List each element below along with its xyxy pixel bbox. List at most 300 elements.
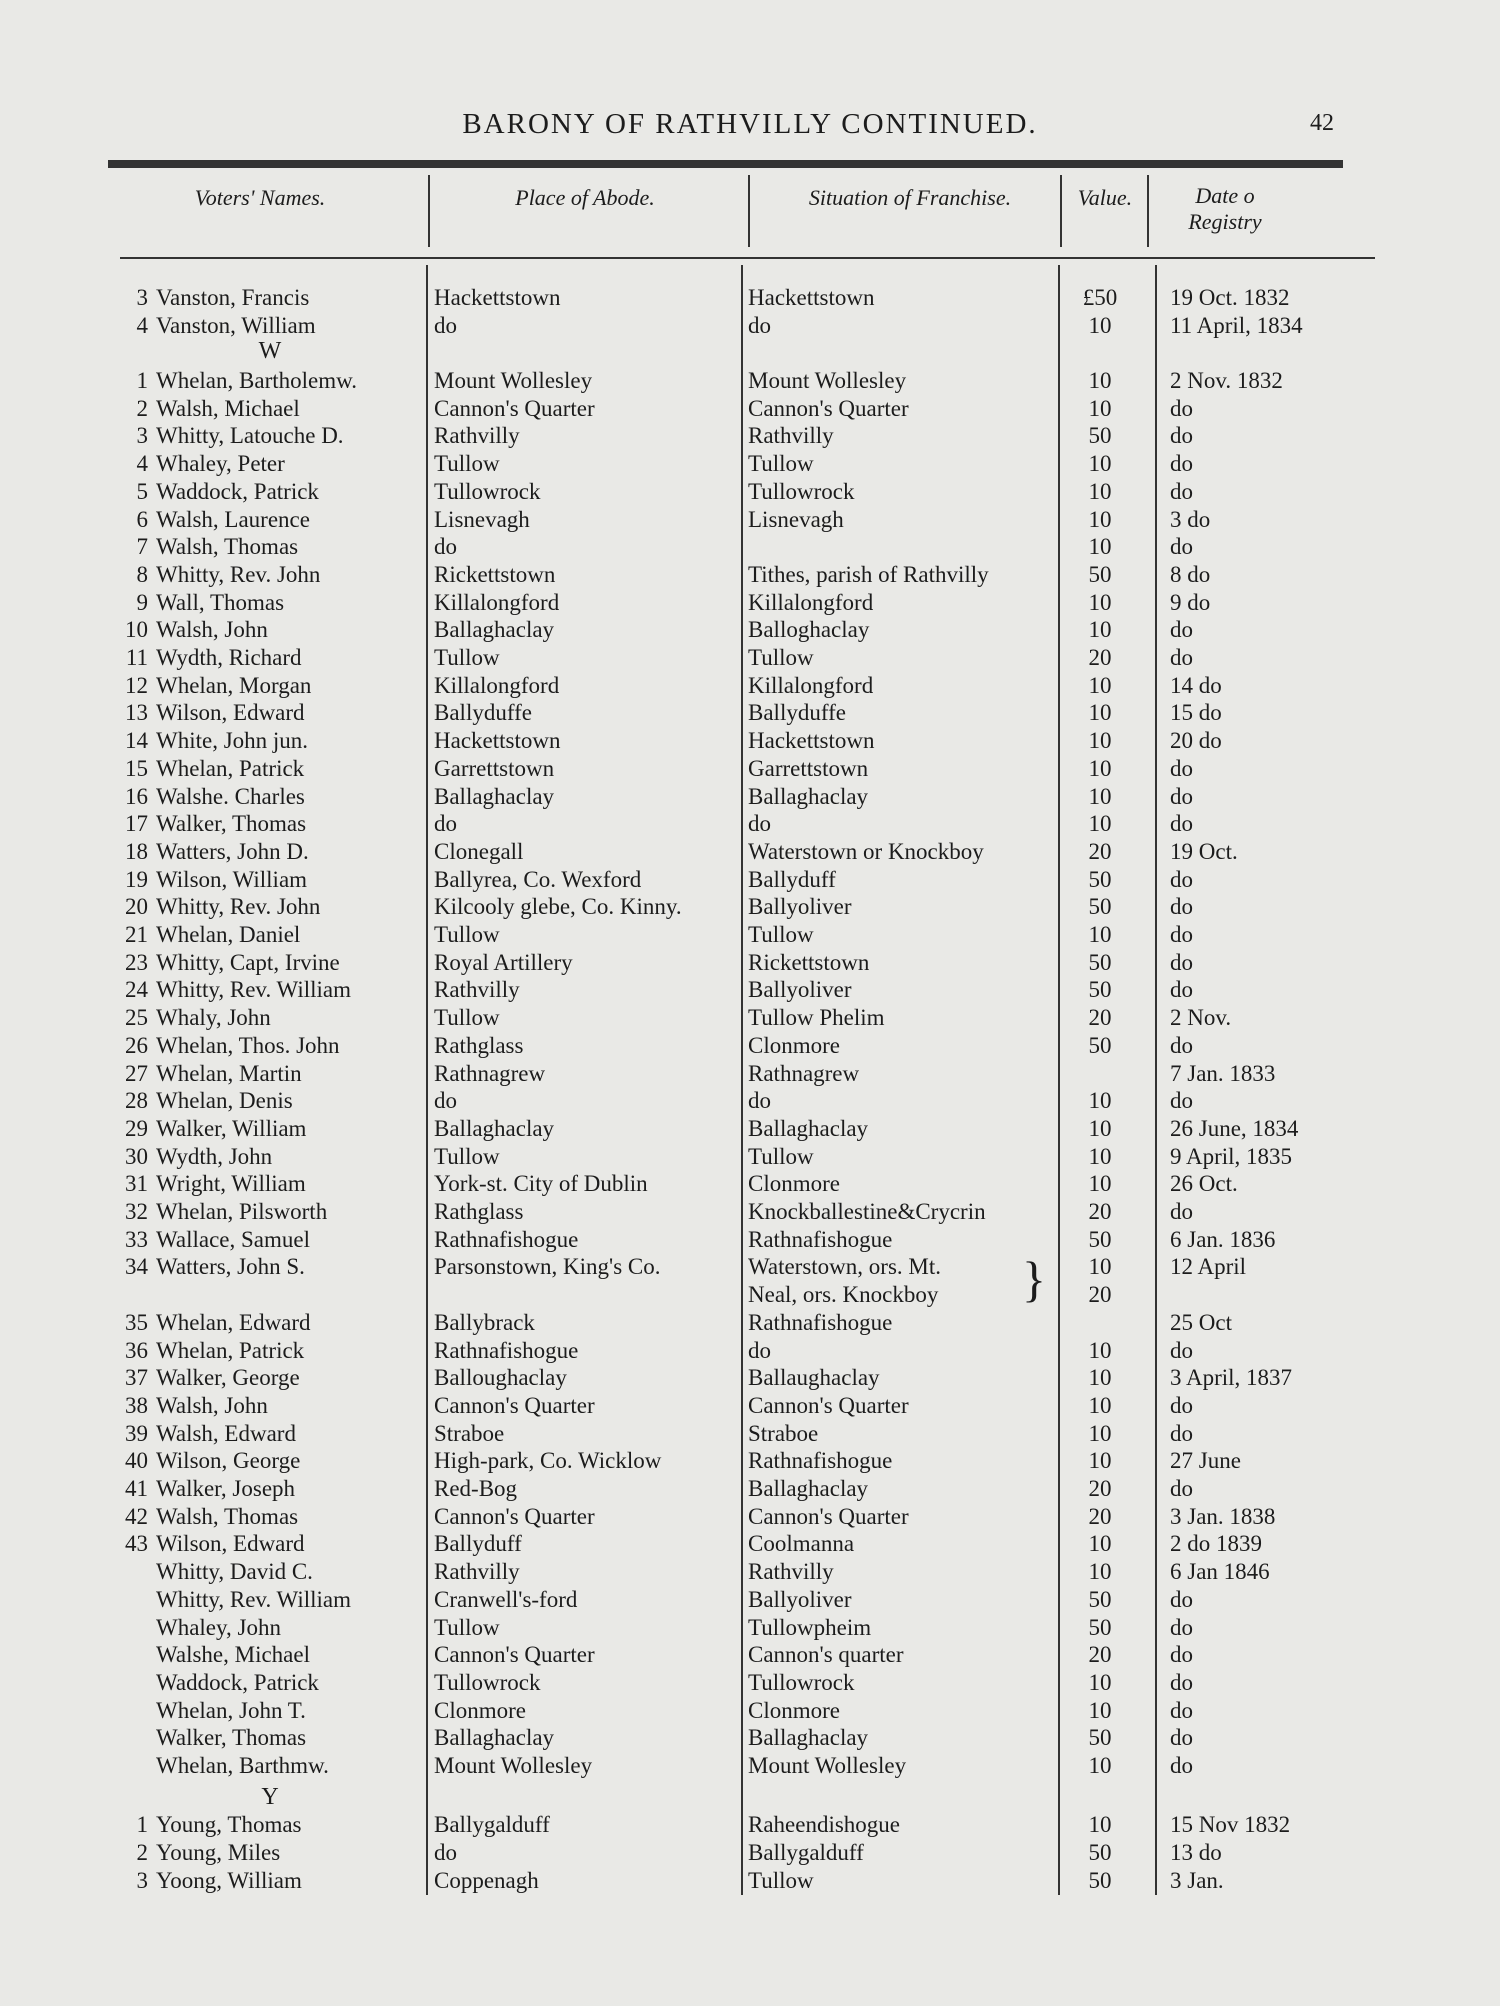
cell-date: do [1170,1032,1193,1058]
cell-place: Rickettstown [434,561,556,587]
table-row [0,1254,1500,1282]
cell-place: Tullow [434,1143,500,1169]
cell-num: 34 [125,1254,148,1280]
table-row [0,1005,1500,1033]
cell-date: 15 do [1170,700,1222,726]
cell-name: Yoong, William [156,1868,302,1893]
cell-name: Wilson, George [156,1448,301,1474]
cell-name: Walker, George [156,1365,300,1391]
cell-value: 10 [1088,1531,1112,1557]
cell-num: 39 [125,1420,148,1446]
column-header-date [1155,183,1295,235]
cell-date: do [1170,811,1193,837]
cell-situation: Ballaghaclay [748,783,869,809]
cell-value: £50 [1082,285,1118,310]
cell-place: Hackettstown [434,728,561,754]
cell-situation: Ballyoliver [748,894,852,920]
table-row [0,1338,1500,1366]
cell-name: Wilson, Edward [156,700,305,726]
cell-value: 20 [1088,1642,1112,1668]
cell-place: Hackettstown [434,285,561,310]
cell-name: Wilson, Edward [156,1531,305,1557]
cell-situation: Tullow [748,922,814,947]
cell-name: Wilson, William [156,866,308,892]
cell-date: 25 Oct [1170,1309,1232,1335]
column-divider [1147,175,1149,247]
cell-num: 1 [136,1812,148,1837]
cell-date: 9 do [1170,589,1211,615]
table-row [0,1116,1500,1144]
cell-name: Whitty, Rev. William [156,977,351,1003]
cell-value: 50 [1088,1840,1112,1865]
cell-place: Tullow [434,451,500,477]
cell-place: Rathvilly [434,977,520,1003]
cell-value: 10 [1088,1088,1112,1114]
cell-value: 20 [1088,645,1112,670]
cell-place: Ballyduffe [434,700,532,726]
cell-place: Rathglass [434,1032,524,1058]
cell-situation: Killalongford [748,672,874,698]
table-row [0,1421,1500,1449]
cell-name: Wydth, Richard [156,645,302,670]
cell-value: 10 [1088,1669,1112,1695]
cell-num: 15 [125,755,148,781]
cell-name: Whelan, Bartholemw. [156,368,357,393]
cell-value: 50 [1088,1226,1112,1252]
cell-date: 15 Nov 1832 [1170,1812,1291,1837]
cell-num: 5 [136,478,148,504]
cell-name: Whitty, Capt, Irvine [156,949,340,975]
cell-date: 2 Nov. 1832 [1170,368,1283,393]
cell-value: 50 [1088,1614,1112,1640]
cell-value: 10 [1088,1143,1112,1169]
column-header-date-line1: Date o [1195,183,1255,208]
table-row [0,507,1500,535]
cell-situation: Cannon's Quarter [748,1392,909,1418]
cell-date: do [1170,866,1193,892]
cell-date: do [1170,423,1193,449]
cell-place: Cranwell's-ford [434,1586,578,1612]
cell-value: 10 [1088,478,1112,504]
cell-place: do [434,811,457,837]
cell-place: Rathglass [434,1199,524,1224]
column-header-place: Place of Abode. [515,185,655,210]
cell-name: Watters, John S. [156,1254,305,1280]
cell-place: Coppenagh [434,1868,539,1893]
cell-place: Rathvilly [434,423,520,449]
table-row [0,590,1500,618]
cell-value: 50 [1088,423,1112,449]
cell-value: 20 [1088,1005,1112,1031]
table-row [0,479,1500,507]
cell-place: Tullow [434,1614,500,1640]
table-row [0,1061,1500,1089]
cell-value: 10 [1088,1115,1112,1141]
table-row [0,728,1500,756]
cell-value: 10 [1088,506,1112,532]
cell-value: 20 [1088,1476,1112,1501]
cell-date: do [1170,1614,1193,1640]
cell-place: Garrettstown [434,755,555,781]
cell-name: Watters, John D. [156,838,309,864]
cell-situation: Lisnevagh [748,506,844,532]
table-row [0,1365,1500,1393]
cell-name: Wallace, Samuel [156,1226,310,1252]
cell-num: 27 [125,1060,148,1086]
cell-num: 16 [125,783,148,809]
column-header-date-line2: Registry [1188,209,1262,234]
cell-situation: Waterstown or Knockboy [748,838,984,864]
cell-name: Whitty, Latouche D. [156,423,344,449]
table-row [0,1504,1500,1532]
cell-name: Walshe. Charles [156,783,305,809]
cell-date: do [1170,1337,1193,1363]
cell-value: 10 [1088,700,1112,726]
cell-value: 10 [1088,589,1112,615]
cell-name: Walsh, Edward [156,1420,296,1446]
cell-value: 50 [1088,561,1112,587]
table-row [0,1310,1500,1338]
cell-date: do [1170,755,1193,781]
cell-name: Whelan, Thos. John [156,1032,340,1058]
cell-place: Ballaghaclay [434,783,555,809]
table-row [0,1144,1500,1172]
cell-place: Rathnafishogue [434,1337,579,1363]
cell-date: do [1170,783,1193,809]
cell-name: Whaley, John [156,1614,281,1640]
cell-place: Tullow [434,645,500,670]
cell-situation: Mount Wollesley [748,1753,907,1778]
cell-date: do [1170,1697,1193,1723]
cell-situation: Rickettstown [748,949,870,975]
cell-place: Mount Wollesley [434,1753,593,1778]
cell-value: 10 [1088,534,1112,560]
cell-situation: Ballyoliver [748,977,852,1003]
cell-value: 20 [1088,1503,1112,1529]
table-row [0,1033,1500,1061]
table-row [0,673,1500,701]
cell-name: Young, Thomas [156,1812,302,1837]
cell-place: Ballygalduff [434,1812,550,1837]
cell-name: Whelan, Daniel [156,922,301,947]
cell-num: 21 [125,922,148,947]
table-row [0,1642,1500,1670]
cell-place: Ballybrack [434,1309,535,1335]
cell-place: Rathnagrew [434,1060,546,1086]
cell-num: 4 [136,313,148,338]
cell-date: do [1170,1476,1193,1501]
cell-place: Balloughaclay [434,1365,567,1391]
cell-place: do [434,534,457,560]
cell-place: Mount Wollesley [434,368,593,393]
column-header-situation: Situation of Franchise. [808,185,1012,210]
cell-name: Walker, Thomas [156,1725,307,1751]
cell-date: 12 April [1170,1254,1247,1280]
cell-name: Wright, William [156,1171,306,1197]
cell-place: Clonmore [434,1697,526,1723]
cell-place: Cannon's Quarter [434,1392,595,1418]
cell-date: do [1170,1392,1193,1418]
cell-num: 18 [125,838,148,864]
cell-place: Cannon's Quarter [434,1642,595,1668]
cell-situation: Rathnafishogue [748,1309,893,1335]
cell-num: 36 [125,1337,148,1363]
table-row [0,894,1500,922]
cell-date: do [1170,977,1193,1003]
cell-date: do [1170,1725,1193,1751]
cell-value: 10 [1088,1697,1112,1723]
cell-value: 10 [1088,368,1112,393]
cell-place: Lisnevagh [434,506,530,532]
column-divider [1060,175,1062,247]
cell-num: 3 [136,423,148,449]
cell-situation: Rathnafishogue [748,1448,893,1474]
cell-situation: Clonmore [748,1697,840,1723]
cell-situation: do [748,313,771,338]
cell-num: 2 [136,1840,148,1865]
cell-situation: Rathvilly [748,1559,834,1585]
cell-value: 10 [1088,1559,1112,1585]
cell-situation: Tullow [748,451,814,477]
cell-name: Whelan, Patrick [156,755,305,781]
cell-num: 23 [125,949,148,975]
cell-num: 7 [136,534,148,560]
cell-place: do [434,1088,457,1114]
cell-date: do [1170,1669,1193,1695]
cell-date: do [1170,1586,1193,1612]
cell-num: 40 [125,1448,148,1474]
cell-place: Cannon's Quarter [434,395,595,421]
cell-place: Tullowrock [434,478,541,504]
cell-place: do [434,1840,457,1865]
cell-situation: Ballaghaclay [748,1725,869,1751]
table-row [0,756,1500,784]
cell-situation: Ballaughaclay [748,1365,880,1391]
cell-date: 20 do [1170,728,1222,754]
cell-num: 13 [125,700,148,726]
cell-num: 26 [125,1032,148,1058]
table-row [0,1199,1500,1227]
cell-date: 19 Oct. 1832 [1170,285,1290,310]
cell-date: do [1170,395,1193,421]
cell-situation: Rathnafishogue [748,1226,893,1252]
cell-value: 10 [1088,783,1112,809]
cell-date: do [1170,478,1193,504]
table-row [0,617,1500,645]
cell-situation: Coolmanna [748,1531,855,1557]
cell-value: 50 [1088,949,1112,975]
cell-situation: Tullow [748,1868,814,1893]
table-row [0,922,1500,950]
header-rule [108,160,1343,168]
cell-place: Killalongford [434,672,560,698]
table-row [0,784,1500,812]
cell-situation: Cannon's Quarter [748,395,909,421]
cell-value: 10 [1088,728,1112,754]
cell-num: 19 [125,866,148,892]
cell-situation: Straboe [748,1420,819,1446]
cell-situation: do [748,1337,771,1363]
cell-num: 38 [125,1392,148,1418]
table-row [0,1587,1500,1615]
cell-value: 20 [1088,1199,1112,1224]
cell-name: Whelan, Pilsworth [156,1199,328,1224]
cell-value: 10 [1088,811,1112,837]
cell-situation: Rathnagrew [748,1060,860,1086]
cell-name: Walsh, Thomas [156,534,299,560]
cell-place: Ballaghaclay [434,617,555,643]
cell-situation: Killalongford [748,589,874,615]
cell-num: 4 [136,451,148,477]
cell-date: do [1170,1199,1193,1224]
cell-date: do [1170,1642,1193,1668]
cell-date: do [1170,645,1193,670]
cell-date: 6 Jan. 1836 [1170,1226,1276,1252]
cell-situation: Clonmore [748,1032,840,1058]
cell-value: 10 [1088,755,1112,781]
cell-date: 27 June [1170,1448,1241,1474]
cell-num: 20 [125,894,148,920]
cell-name: Whaley, Peter [156,451,285,477]
table-row [0,839,1500,867]
cell-date: 26 June, 1834 [1170,1115,1299,1141]
cell-name: Whitty, Rev. John [156,561,321,587]
cell-num: 32 [125,1199,148,1224]
cell-place: Ballaghaclay [434,1115,555,1141]
cell-value: 10 [1088,1812,1112,1837]
table-row [0,1448,1500,1476]
cell-num: 42 [125,1503,148,1529]
cell-value: 10 [1088,1448,1112,1474]
cell-value: 10 [1088,672,1112,698]
cell-num: 28 [125,1088,148,1114]
cell-date: do [1170,451,1193,477]
cell-place: Parsonstown, King's Co. [434,1254,661,1280]
page-number: 42 [1310,110,1334,136]
cell-date: do [1170,1088,1193,1114]
cell-num: 17 [125,811,148,837]
cell-name: Vanston, William [156,313,316,338]
brace-mark: } [1022,1251,1046,1307]
cell-name: Wall, Thomas [156,589,285,615]
cell-date: do [1170,949,1193,975]
table-row [0,368,1500,396]
cell-place: Tullow [434,1005,500,1031]
cell-situation: Waterstown, ors. Mt. [748,1254,941,1280]
cell-date: do [1170,617,1193,643]
cell-num: 33 [125,1226,148,1252]
cell-name: Walker, Thomas [156,811,307,837]
table-row [0,1282,1500,1310]
cell-num: 29 [125,1115,148,1141]
cell-date: 6 Jan 1846 [1170,1559,1270,1585]
table-row [0,423,1500,451]
cell-place: Rathvilly [434,1559,520,1585]
cell-num: 3 [136,1868,148,1893]
cell-value: 10 [1088,395,1112,421]
table-row [0,977,1500,1005]
section-letter-w: W [258,338,282,364]
cell-value: 20 [1088,1282,1112,1308]
cell-value: 10 [1088,313,1112,338]
cell-name: Whelan, Edward [156,1309,311,1335]
cell-name: Walsh, John [156,1392,268,1418]
cell-date: 8 do [1170,561,1211,587]
table-row [0,396,1500,424]
cell-date: 19 Oct. [1170,838,1238,864]
cell-num: 14 [125,728,148,754]
table-row [0,1698,1500,1726]
table-row [0,1171,1500,1199]
cell-name: Walker, William [156,1115,307,1141]
cell-situation: do [748,1088,771,1114]
table-row [0,1868,1500,1896]
cell-date: 3 Jan. 1838 [1170,1503,1276,1529]
cell-num: 37 [125,1365,148,1391]
table-row [0,811,1500,839]
cell-name: Wydth, John [156,1143,273,1169]
cell-value: 50 [1088,1725,1112,1751]
table-row [0,867,1500,895]
cell-value: 50 [1088,866,1112,892]
cell-situation: Cannon's quarter [748,1642,904,1668]
cell-date: 2 do 1839 [1170,1531,1262,1557]
cell-date: do [1170,1420,1193,1446]
cell-place: Red-Bog [434,1476,518,1501]
cell-place: do [434,313,457,338]
cell-date: do [1170,922,1193,947]
cell-date: 3 Jan. [1170,1868,1224,1893]
cell-num: 3 [136,285,148,310]
cell-name: Whitty, Rev. John [156,894,321,920]
cell-value: 10 [1088,1420,1112,1446]
cell-name: Waddock, Patrick [156,1669,319,1695]
cell-situation: Ballyduffe [748,700,846,726]
column-divider [748,175,750,247]
cell-name: Whelan, Barthmw. [156,1753,329,1778]
cell-situation: Tullowrock [748,1669,855,1695]
cell-name: Walsh, John [156,617,268,643]
cell-num: 30 [125,1143,148,1169]
cell-value: 20 [1088,838,1112,864]
cell-num: 8 [136,561,148,587]
cell-date: do [1170,534,1193,560]
cell-place: Ballyrea, Co. Wexford [434,866,642,892]
cell-num: 9 [136,589,148,615]
cell-situation: Balloghaclay [748,617,870,643]
cell-situation: Rathvilly [748,423,834,449]
cell-date: 26 Oct. [1170,1171,1238,1197]
cell-place: Killalongford [434,589,560,615]
cell-place: Ballyduff [434,1531,522,1557]
cell-place: Ballaghaclay [434,1725,555,1751]
cell-num: 25 [125,1005,148,1031]
page-title: BARONY OF RATHVILLY CONTINUED. [462,108,1038,140]
cell-place: Royal Artillery [434,949,573,975]
table-row [0,645,1500,673]
cell-num: 12 [125,672,148,698]
cell-value: 50 [1088,894,1112,920]
cell-num: 35 [125,1309,148,1335]
table-row [0,1753,1500,1781]
cell-name: Walker, Joseph [156,1476,296,1501]
cell-name: Vanston, Francis [156,285,310,310]
cell-situation: Hackettstown [748,728,875,754]
cell-num: 2 [136,395,148,421]
cell-place: Straboe [434,1420,505,1446]
table-row [0,451,1500,479]
cell-date: do [1170,1753,1193,1778]
